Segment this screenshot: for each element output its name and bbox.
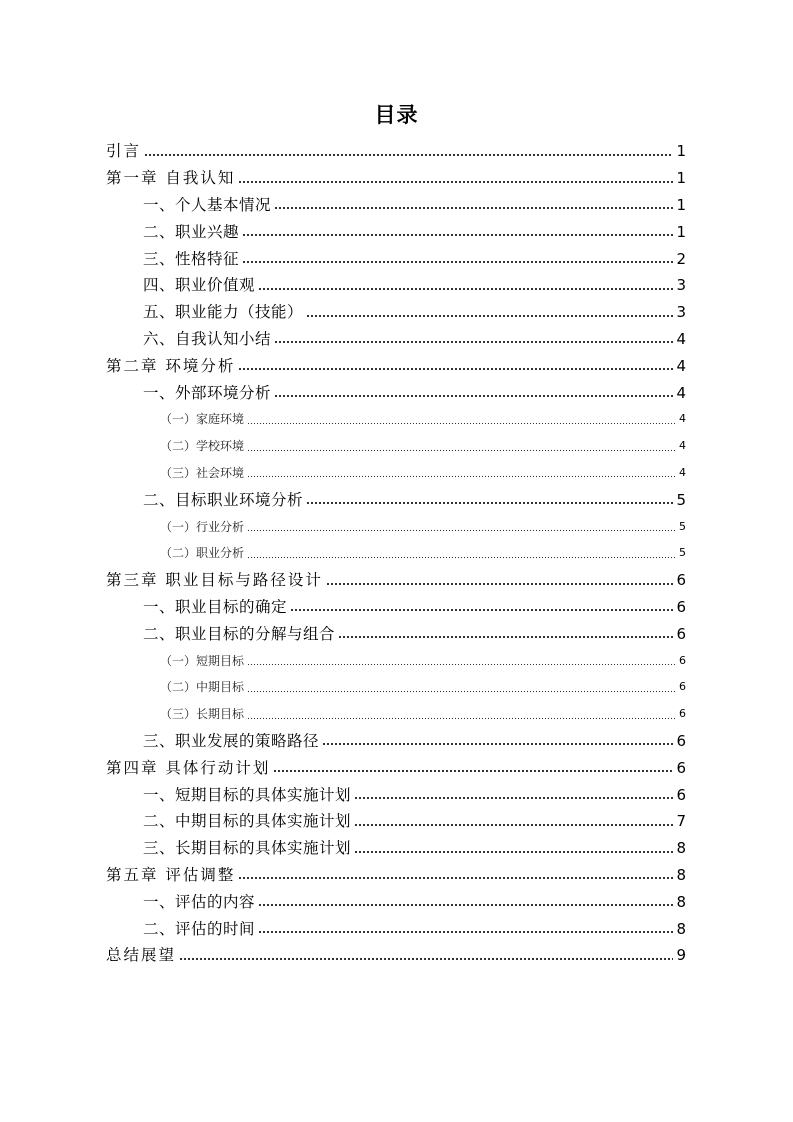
toc-entry-text: （三）社会环境 bbox=[160, 465, 245, 480]
toc-entry[interactable] bbox=[106, 567, 686, 594]
toc-dot-leader bbox=[247, 422, 675, 425]
toc-entry[interactable] bbox=[160, 701, 686, 728]
toc-page-number: 5 bbox=[679, 519, 686, 533]
toc-page-number: 6 bbox=[676, 785, 686, 804]
toc-entry-text: 二、评估的时间 bbox=[143, 919, 256, 938]
toc-page-number: 3 bbox=[676, 276, 686, 295]
toc-entry-text: 一、个人基本情况 bbox=[143, 195, 272, 214]
toc-list bbox=[0, 138, 793, 969]
toc-entry[interactable] bbox=[106, 138, 686, 165]
toc-dot-leader bbox=[258, 287, 673, 291]
toc-entry-text: 第二章 环境分析 bbox=[106, 356, 236, 375]
toc-entry[interactable] bbox=[160, 406, 686, 433]
toc-page-number: 6 bbox=[676, 758, 686, 777]
toc-page-number: 4 bbox=[679, 465, 686, 479]
toc-entry[interactable] bbox=[143, 835, 686, 862]
toc-dot-leader bbox=[258, 930, 673, 934]
toc-dot-leader bbox=[179, 957, 673, 961]
toc-entry[interactable] bbox=[143, 915, 686, 942]
toc-entry[interactable] bbox=[160, 433, 686, 460]
toc-dot-leader bbox=[290, 608, 673, 612]
toc-entry-text: 五、职业能力（技能） bbox=[143, 303, 304, 322]
toc-dot-leader bbox=[238, 876, 673, 880]
toc-page-number: 4 bbox=[679, 412, 686, 426]
toc-entry[interactable] bbox=[143, 192, 686, 219]
toc-entry-text: 二、中期目标的具体实施计划 bbox=[143, 812, 352, 831]
toc-dot-leader bbox=[273, 769, 673, 773]
toc-entry[interactable] bbox=[160, 460, 686, 487]
toc-entry-text: 一、短期目标的具体实施计划 bbox=[143, 785, 352, 804]
toc-dot-leader bbox=[322, 742, 673, 746]
toc-page-number: 4 bbox=[676, 383, 686, 402]
toc-page-number: 8 bbox=[676, 839, 686, 858]
toc-entry-text: 第五章 评估调整 bbox=[106, 865, 236, 884]
toc-entry-text: 第四章 具体行动计划 bbox=[106, 758, 271, 777]
toc-dot-leader bbox=[354, 823, 673, 827]
toc-dot-leader bbox=[354, 850, 673, 854]
toc-dot-leader bbox=[247, 556, 675, 559]
toc-entry[interactable] bbox=[143, 326, 686, 353]
toc-dot-leader bbox=[247, 529, 675, 532]
toc-page-number: 6 bbox=[676, 731, 686, 750]
toc-page-number: 5 bbox=[676, 490, 686, 509]
toc-entry[interactable] bbox=[143, 808, 686, 835]
toc-page-number: 6 bbox=[676, 624, 686, 643]
toc-page-number: 6 bbox=[679, 707, 686, 721]
toc-dot-leader bbox=[306, 501, 673, 505]
toc-entry-text: 二、职业兴趣 bbox=[143, 222, 240, 241]
toc-page-number: 1 bbox=[676, 169, 686, 188]
toc-entry-text: （三）长期目标 bbox=[160, 707, 245, 722]
toc-entry-text: 二、目标职业环境分析 bbox=[143, 490, 304, 509]
toc-page-number: 6 bbox=[679, 653, 686, 667]
toc-dot-leader bbox=[247, 475, 675, 478]
toc-dot-leader bbox=[306, 314, 673, 318]
toc-entry[interactable] bbox=[160, 647, 686, 674]
toc-page-number: 4 bbox=[679, 439, 686, 453]
toc-page-number: 1 bbox=[676, 195, 686, 214]
toc-page-number: 6 bbox=[679, 680, 686, 694]
toc-entry-text: 一、职业目标的确定 bbox=[143, 597, 288, 616]
toc-page-number: 8 bbox=[676, 865, 686, 884]
toc-page-number: 8 bbox=[676, 919, 686, 938]
toc-entry[interactable] bbox=[143, 379, 686, 406]
toc-entry[interactable] bbox=[106, 754, 686, 781]
toc-entry[interactable] bbox=[106, 942, 686, 969]
toc-entry-text: 一、评估的内容 bbox=[143, 892, 256, 911]
toc-dot-leader bbox=[274, 206, 673, 210]
toc-dot-leader bbox=[274, 394, 673, 398]
toc-entry[interactable] bbox=[160, 674, 686, 701]
toc-entry[interactable] bbox=[143, 218, 686, 245]
toc-dot-leader bbox=[247, 717, 675, 720]
toc-page-number: 4 bbox=[676, 356, 686, 375]
toc-entry[interactable] bbox=[143, 486, 686, 513]
toc-entry-text: （一）短期目标 bbox=[160, 653, 245, 668]
toc-dot-leader bbox=[242, 260, 673, 264]
toc-entry-text: 四、职业价值观 bbox=[143, 276, 256, 295]
toc-entry-text: 一、外部环境分析 bbox=[143, 383, 272, 402]
toc-page-number: 3 bbox=[676, 303, 686, 322]
toc-dot-leader bbox=[238, 367, 673, 371]
toc-dot-leader bbox=[247, 449, 675, 452]
toc-dot-leader bbox=[354, 796, 673, 800]
toc-entry[interactable] bbox=[106, 352, 686, 379]
toc-entry-text: （二）职业分析 bbox=[160, 546, 245, 561]
toc-page-number: 8 bbox=[676, 892, 686, 911]
toc-entry[interactable] bbox=[143, 888, 686, 915]
toc-page-number: 5 bbox=[679, 546, 686, 560]
toc-dot-leader bbox=[247, 690, 675, 693]
toc-entry[interactable] bbox=[143, 781, 686, 808]
toc-dot-leader bbox=[258, 903, 673, 907]
toc-entry-text: （一）行业分析 bbox=[160, 519, 245, 534]
toc-entry-text: （二）学校环境 bbox=[160, 439, 245, 454]
toc-entry[interactable] bbox=[106, 165, 686, 192]
toc-dot-leader bbox=[247, 663, 675, 666]
toc-page-number: 9 bbox=[676, 946, 686, 965]
toc-page-number: 7 bbox=[676, 812, 686, 831]
toc-page-number: 4 bbox=[676, 329, 686, 348]
toc-entry-text: 三、职业发展的策略路径 bbox=[143, 731, 320, 750]
toc-entry-text: 引言 bbox=[106, 142, 142, 161]
toc-entry-text: 三、长期目标的具体实施计划 bbox=[143, 839, 352, 858]
toc-entry[interactable] bbox=[160, 513, 686, 540]
toc-page-number: 6 bbox=[676, 597, 686, 616]
toc-dot-leader bbox=[338, 635, 673, 639]
toc-entry[interactable] bbox=[143, 594, 686, 621]
toc-entry-text: 六、自我认知小结 bbox=[143, 329, 272, 348]
toc-entry[interactable] bbox=[143, 299, 686, 326]
toc-page-number: 1 bbox=[676, 142, 686, 161]
toc-entry-text: （二）中期目标 bbox=[160, 680, 245, 695]
toc-page-number: 6 bbox=[676, 571, 686, 590]
toc-entry-text: 第三章 职业目标与路径设计 bbox=[106, 571, 323, 590]
toc-entry[interactable] bbox=[160, 540, 686, 567]
toc-entry-text: 二、职业目标的分解与组合 bbox=[143, 624, 336, 643]
toc-dot-leader bbox=[144, 153, 673, 157]
toc-entry[interactable] bbox=[106, 862, 686, 889]
toc-entry-text: 三、性格特征 bbox=[143, 249, 240, 268]
toc-dot-leader bbox=[238, 180, 673, 184]
toc-dot-leader bbox=[274, 340, 673, 344]
toc-entry-text: 总结展望 bbox=[106, 946, 177, 965]
toc-page-number: 2 bbox=[676, 249, 686, 268]
toc-entry-text: 第一章 自我认知 bbox=[106, 169, 236, 188]
toc-entry-text: （一）家庭环境 bbox=[160, 412, 245, 427]
toc-entry[interactable] bbox=[143, 728, 686, 755]
toc-title: 目录 bbox=[374, 103, 419, 127]
toc-page-number: 1 bbox=[676, 222, 686, 241]
toc-entry[interactable] bbox=[143, 245, 686, 272]
toc-entry[interactable] bbox=[143, 272, 686, 299]
toc-entry[interactable] bbox=[143, 620, 686, 647]
toc-dot-leader bbox=[242, 233, 673, 237]
toc-dot-leader bbox=[326, 582, 674, 586]
